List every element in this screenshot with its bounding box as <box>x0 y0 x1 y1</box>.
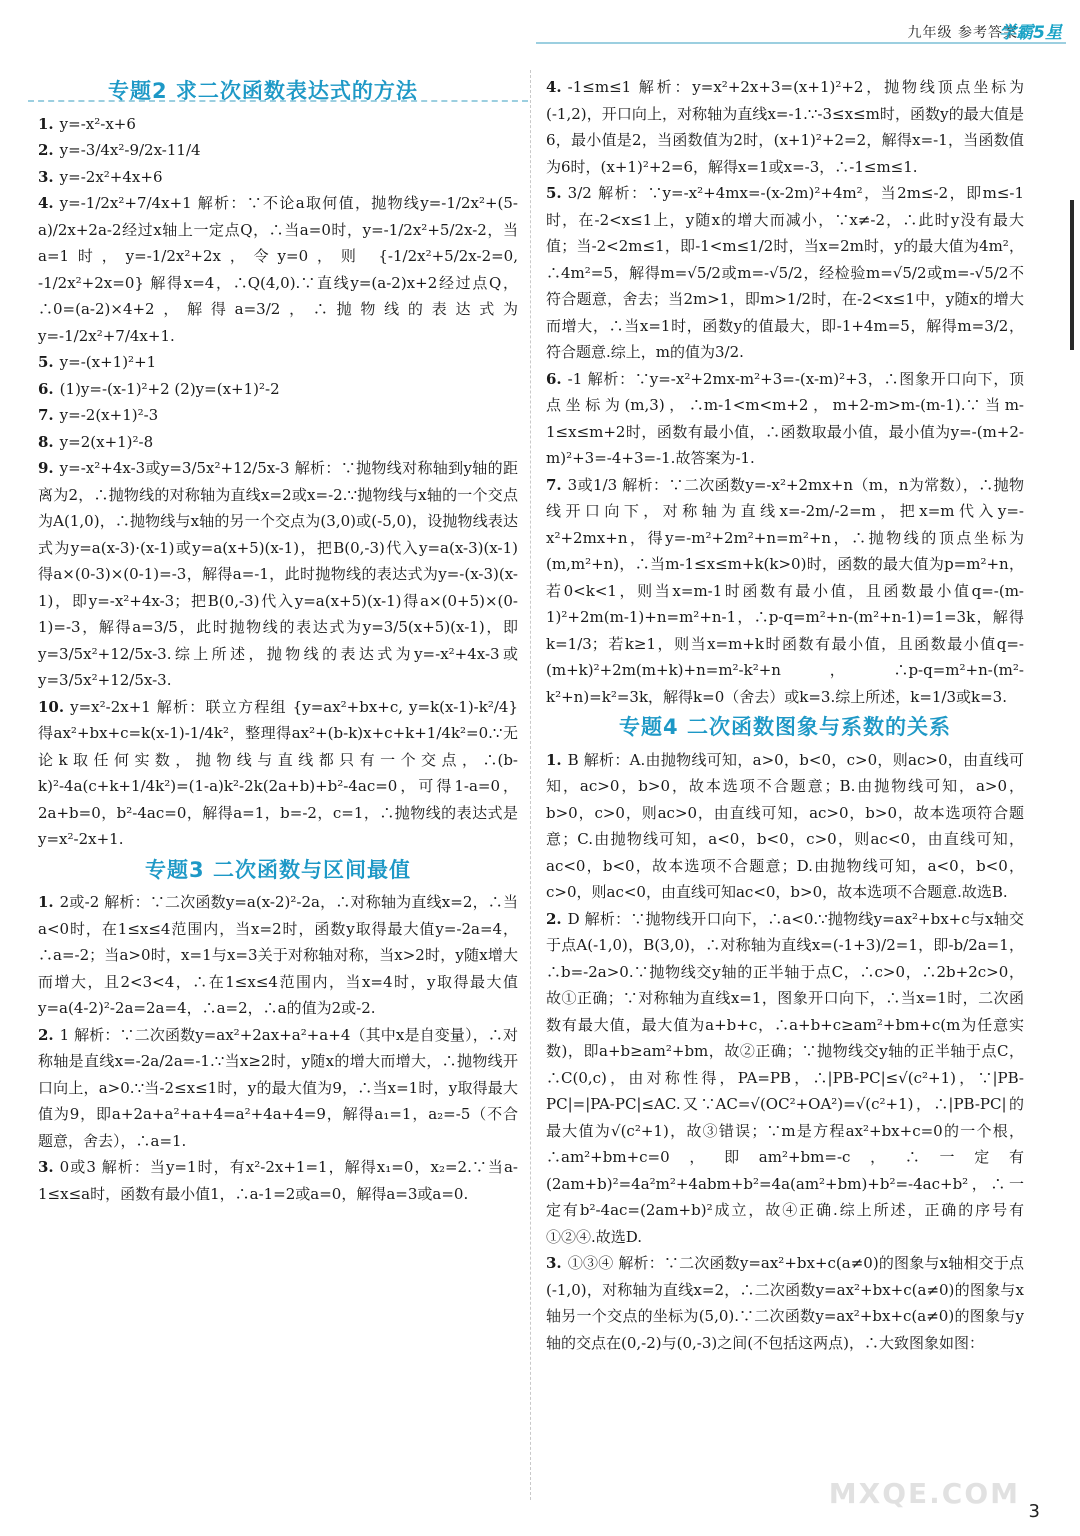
answer-item <box>38 164 518 191</box>
answer-item <box>546 1250 1024 1356</box>
answer-text: ①③④ 解析：∵二次函数y=ax²+bx+c(a≠0)的图象与x轴相交于点(-1,0)，对称轴为直线x=2，∴二次函数y=ax²+bx+c(a≠0)的图象与x轴另一个交点的坐标为(5,0).∵二次函数y=ax²+bx+c(a≠0)的图象与y轴的交点在(0,-2)与(0,-3)之间(不包括这两点)，∴大致图象如图： <box>546 1254 1024 1352</box>
watermark: MXQE.COM <box>828 1477 1020 1510</box>
answer-number: 2. <box>38 1025 54 1044</box>
answer-text: 3/2 解析：∵y=-x²+4mx=-(x-2m)²+4m²，当2m≤-2，即m≤-1时，在-2<x≤1上，y随x的增大而减小，∵x≠-2，∴此时y没有最大值；当-2<2m≤1，即-1<m≤1/2时，当x=2m时，y的最大值为4m²，∴4m²=5，解得m=√5/2或m=-√5/2，经检验m=√5/2或m=-√5/2不符合题意，舍去；当2m>1，即m>1/2时，在-2<x≤1中，y随x的增大而增大，∴当x=1时，函数y的值最大，即-1+4m=5，解得m=3/2，符合题意.综上，m的值为3/2. <box>546 184 1024 361</box>
answer-number: 3. <box>38 167 54 186</box>
left-column <box>38 74 518 1207</box>
answer-item <box>546 906 1024 1251</box>
right-column <box>546 74 1024 1356</box>
section-title: 专题3 二次函数与区间最值 <box>145 857 411 882</box>
answer-item <box>38 402 518 429</box>
page-header <box>0 0 1080 43</box>
answer-number: 7. <box>38 406 54 424</box>
answer-text: (1)y=-(x-1)²+2 (2)y=(x+1)²-2 <box>59 379 280 398</box>
answer-number: 3. <box>546 1254 562 1272</box>
section-title: 专题2 求二次函数表达式的方法 <box>108 79 418 103</box>
answer-item <box>38 889 518 1022</box>
answer-number: 6. <box>546 369 562 388</box>
brand-logo: 学霸5星 <box>999 23 1062 43</box>
answer-text: y=-3/4x²-9/2x-11/4 <box>59 141 201 159</box>
answer-text: -1≤m≤1 解析：y=x²+2x+3=(x+1)²+2，抛物线顶点坐标为(-1,2)，开口向上，对称轴为直线x=-1.∵-3≤x≤m时，函数y的最大值是6，最小值是2，当函数值为2时，(x+1)²+2=2，解得x=-1，当函数值为6时，(x+1)²+2=6，解得x=1或x=-3，∴-1≤m≤1. <box>546 78 1024 176</box>
section-title: 专题4 二次函数图象与系数的关系 <box>619 715 951 739</box>
answer-number: 4. <box>38 194 54 212</box>
answer-number: 10. <box>38 697 65 716</box>
answer-text: y=-x²+4x-3或y=3/5x²+12/5x-3 解析：∵抛物线对称轴到y轴的距离为2，∴抛物线的对称轴为直线x=2或x=-2.∵抛物线与x轴的一个交点为A(1,0)，∴抛物线与x轴的另一个交点为(3,0)或(-5,0)，设抛物线表达式为y=a(x-3)·(x-1)或y=a(x+5)(x-1)，把B(0,-3)代入y=a(x-3)(x-1)得a×(0-3)×(0-1)=-3，解得a=-1，此时抛物线的表达式为y=-(x-3)(x-1)，即y=-x²+4x-3；把B(0,-3)代入y=a(x+5)(x-1)得a×(0+5)×(0-1)=-3，解得a=3/5，此时抛物线的表达式为y=3/5(x+5)(x-1)，即y=3/5x²+12/5x-3.综上所述，抛物线的表达式为y=-x²+4x-3或y=3/5x²+12/5x-3. <box>38 459 518 689</box>
answer-text: y=-2(x+1)²-3 <box>59 406 159 424</box>
header-rule <box>536 42 1066 44</box>
answer-number: 9. <box>38 459 54 477</box>
answer-number: 5. <box>546 184 562 202</box>
answer-text: D 解析：∵抛物线开口向下，∴a<0.∵抛物线y=ax²+bx+c与x轴交于点A(-1,0)，B(3,0)，∴对称轴为直线x=(-1+3)/2=1，即-b/2a=1，∴b=-2a>0.∵抛物线交y轴的正半轴于点C，∴c>0，∴2b+2c>0，故①正确；∵对称轴为直线x=1，图象开口向下，∴当x=1时，二次函数有最大值，最大值为a+b+c，∴a+b+c≥am²+bm+c(m为任意实数)，即a+b≥am²+bm，故②正确；∵抛物线交y轴的正半轴于点C，∴C(0,c)，由对称性得，PA=PB，∴|PB-PC|≤√(c²+1)，∵|PB-PC|=|PA-PC|≤AC.又∵AC=√(OC²+OA²)=√(c²+1)，∴|PB-PC|的最大值为√(c²+1)，故③错误；∵m是方程ax²+bx+c=0的一个根，∴am²+bm+c=0，即am²+bm=-c，∴一定有(2am+b)²=4a²m²+4abm+b²=4a(am²+bm)+b²=-4ac+b²，∴一定有b²-4ac=(2am+b)²成立，故④正确.综上所述，正确的序号有①②④.故选D. <box>546 909 1024 1246</box>
answer-number: 8. <box>38 432 54 451</box>
answer-number: 3. <box>38 1158 54 1176</box>
answer-item <box>546 366 1024 472</box>
answer-item <box>38 349 518 376</box>
page-edge-bar <box>1070 200 1074 350</box>
answer-text: y=2(x+1)²-8 <box>59 432 154 451</box>
answer-number: 2. <box>546 909 562 928</box>
answer-item <box>38 111 518 138</box>
answer-number: 1. <box>38 114 54 133</box>
answer-item <box>38 190 518 349</box>
answer-number: 2. <box>38 141 54 159</box>
answer-text: 1 解析：∵二次函数y=ax²+2ax+a²+a+4（其中x是自变量），∴对称轴是直线x=-2a/2a=-1.∵当x≥2时，y随x的增大而增大，∴抛物线开口向上，a>0.∵当-2≤x≤1时，y的最大值为9，∴当x=1时，y取得最大值为9，即a+2a+a²+a+4=a²+4a+4=9，解得a₁=1，a₂=-5（不合题意，舍去），∴a=1. <box>38 1025 518 1150</box>
answer-item <box>38 376 518 403</box>
answer-item <box>38 455 518 694</box>
answer-item <box>38 1154 518 1207</box>
answer-number: 5. <box>38 353 54 371</box>
answer-item <box>546 472 1024 711</box>
answer-number: 1. <box>546 750 562 769</box>
answer-text: y=-1/2x²+7/4x+1 解析：∵不论a取何值，抛物线y=-1/2x²+(5-a)/2x+2a-2经过x轴上一定点Q，∴当a=0时，y=-1/2x²+5/2x-2，当a=1时，y=-1/2x²+2x，令y=0，则 {-1/2x²+5/2x-2=0, -1/2x²+2x=0} 解得x=4，∴Q(4,0).∵直线y=(a-2)x+2经过点Q，∴0=(a-2)×4+2，解得a=3/2，∴抛物线的表达式为y=-1/2x²+7/4x+1. <box>38 194 518 345</box>
answer-number: 4. <box>546 78 562 96</box>
page-number: 3 <box>1028 1501 1040 1522</box>
answer-text: y=-x²-x+6 <box>59 114 136 133</box>
answer-item <box>38 694 518 853</box>
answer-text: y=-(x+1)²+1 <box>59 353 157 371</box>
answer-item <box>38 429 518 456</box>
column-divider <box>530 70 531 1500</box>
answer-number: 6. <box>38 379 54 398</box>
answer-item <box>546 180 1024 366</box>
answer-item <box>38 137 518 164</box>
answer-item <box>38 1022 518 1155</box>
answer-number: 7. <box>546 475 562 494</box>
answer-text: -1 解析：∵y=-x²+2mx-m²+3=-(x-m)²+3，∴图象开口向下，顶点坐标为(m,3)，∴m-1<m<m+2，m+2-m>m-(m-1).∵当m-1≤x≤m+2时，函数有最小值，∴函数取最小值，最小值为y=-(m+2-m)²+3=-4+3=-1.故答案为-1. <box>546 369 1024 467</box>
header-grade-label: 九年级 参考答案 <box>907 25 1018 41</box>
answer-item <box>546 747 1024 906</box>
answer-text: 3或1/3 解析：∵二次函数y=-x²+2mx+n（m，n为常数），∴抛物线开口向下，对称轴为直线x=-2m/-2=m，把x=m代入y=-x²+2mx+n，得y=-m²+2m²+n=m²+n，∴抛物线的顶点坐标为(m,m²+n)，∴当m-1≤x≤m+k(k>0)时，函数的最大值为p=m²+n，若0<k<1，则当x=m-1时函数有最小值，且函数最小值q=-(m-1)²+2m(m-1)+n=m²+n-1，∴p-q=m²+n-(m²+n-1)=1=3k，解得k=1/3；若k≥1，则当x=m+k时函数有最小值，且函数最小值q=-(m+k)²+2m(m+k)+n=m²-k²+n，∴p-q=m²+n-(m²-k²+n)=k²=3k，解得k=0（舍去）或k=3.综上所述，k=1/3或k=3. <box>546 475 1024 706</box>
answer-text: B 解析：A.由抛物线可知，a>0，b<0，c>0，则ac>0，由直线可知，ac>0，b>0，故本选项不合题意；B.由抛物线可知，a>0，b>0，c>0，则ac>0，由直线可知，ac>0，b>0，故本选项符合题意；C.由抛物线可知，a<0，b<0，c>0，则ac<0，由直线可知，ac<0，b<0，故本选项不合题意；D.由抛物线可知，a<0，b<0，c>0，则ac<0，由直线可知ac<0，b>0，故本选项不合题意.故选B. <box>546 750 1024 901</box>
answer-number: 1. <box>38 893 54 911</box>
answer-text: y=x²-2x+1 解析：联立方程组 {y=ax²+bx+c, y=k(x-1)-k²/4} 得ax²+bx+c=k(x-1)-1/4k²，整理得ax²+(b-k)x+c+k+1/4k²=0.∵无论k取任何实数，抛物线与直线都只有一个交点，∴(b-k)²-4a(c+k+1/4k²)=(1-a)k²-2k(2a+b)+b²-4ac=0，可得1-a=0，2a+b=0，b²-4ac=0，解得a=1，b=-2，c=1，∴抛物线的表达式是y=x²-2x+1. <box>38 697 518 848</box>
answer-item <box>546 74 1024 180</box>
answer-text: y=-2x²+4x+6 <box>59 167 163 186</box>
answer-text: 2或-2 解析：∵二次函数y=a(x-2)²-2a，∴对称轴为直线x=2，∴当a<0时，在1≤x≤4范围内，当x=2时，函数y取得最大值y=-2a=4，∴a=-2；当a>0时，x=1与x=3关于对称轴对称，当x>2时，y随x增大而增大，且2<3<4，∴在1≤x≤4范围内，当x=4时，y取得最大值y=a(4-2)²-2a=2a=4，∴a=2，∴a的值为2或-2. <box>38 893 518 1017</box>
answer-text: 0或3 解析：当y=1时，有x²-2x+1=1，解得x₁=0，x₂=2.∵当a-1≤x≤a时，函数有最小值1，∴a-1=2或a=0，解得a=3或a=0. <box>38 1158 518 1203</box>
